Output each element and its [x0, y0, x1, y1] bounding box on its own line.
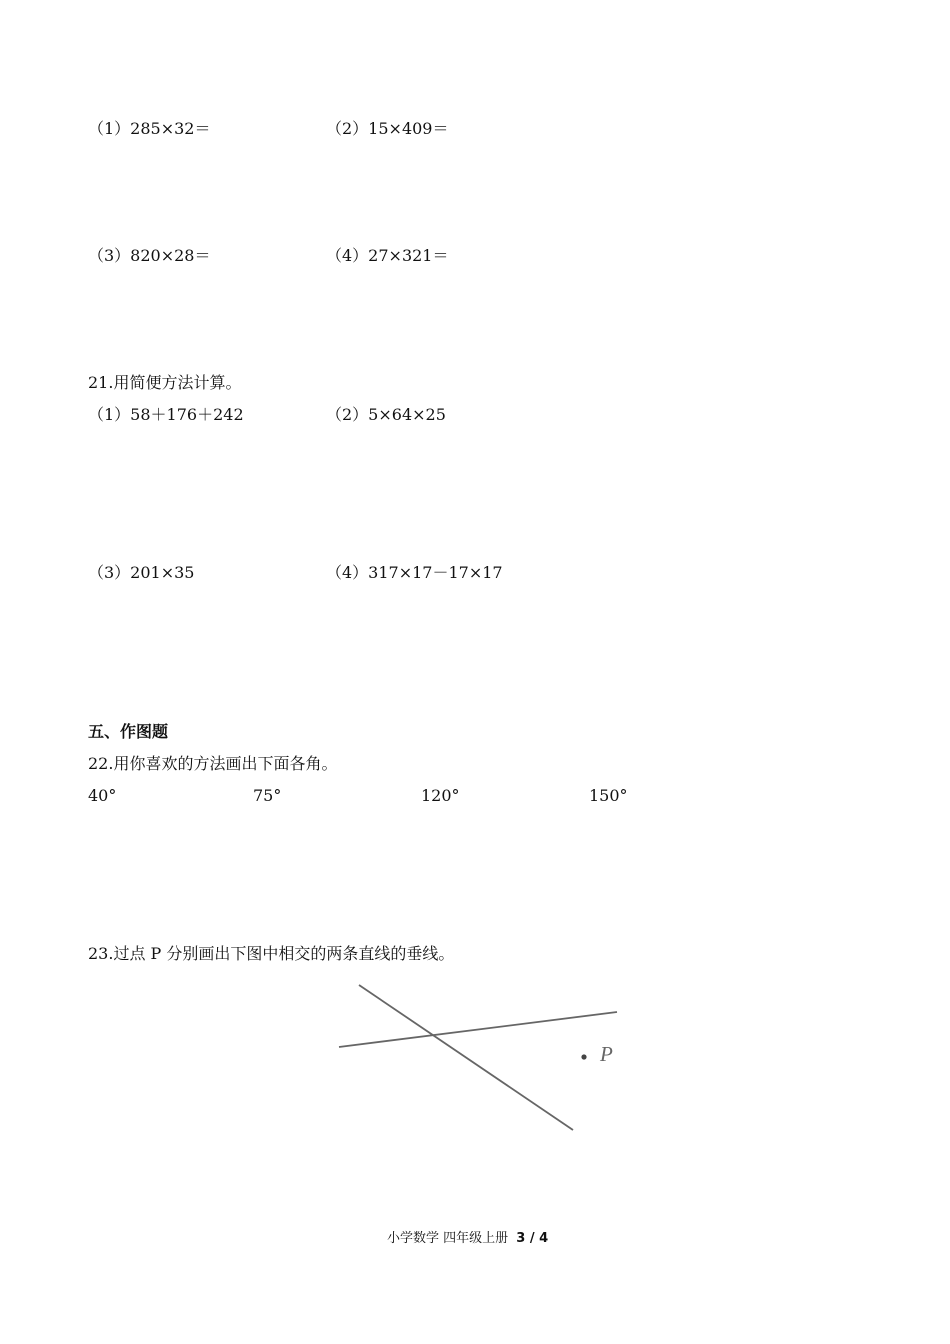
- q21-item-3: （3）201×35: [88, 563, 195, 582]
- footer-subject: 小学数学 四年级上册: [387, 1231, 509, 1246]
- footer-text: [387, 1232, 548, 1245]
- calc-item-3: （3）820×28＝: [88, 246, 211, 265]
- calc-item-4: （4）27×321＝: [326, 246, 449, 265]
- q21-item-4: （4）317×17－17×17: [326, 563, 503, 582]
- angle-label-2: 75°: [253, 786, 282, 805]
- intersecting-lines-figure: [330, 978, 630, 1138]
- angle-label-4: 150°: [589, 786, 628, 805]
- line-descending: [359, 985, 573, 1130]
- point-p-label: P: [600, 1042, 613, 1066]
- section-5-heading: 五、作图题: [88, 722, 169, 741]
- line-near-horizontal: [339, 1012, 617, 1047]
- q21-item-1: （1）58＋176＋242: [88, 405, 244, 424]
- calc-item-1: （1）285×32＝: [88, 119, 211, 138]
- angle-label-1: 40°: [88, 786, 117, 805]
- q21-item-2: （2）5×64×25: [326, 405, 446, 424]
- point-p: [581, 1054, 586, 1059]
- angle-label-3: 120°: [421, 786, 460, 805]
- question-22-title: 22.用你喜欢的方法画出下面各角。: [88, 754, 338, 773]
- question-21-title: 21.用简便方法计算。: [88, 373, 242, 392]
- calc-item-2: （2）15×409＝: [326, 119, 449, 138]
- page-number: 3 / 4: [516, 1231, 549, 1246]
- question-23-title: 23.过点 P 分别画出下图中相交的两条直线的垂线。: [88, 944, 455, 963]
